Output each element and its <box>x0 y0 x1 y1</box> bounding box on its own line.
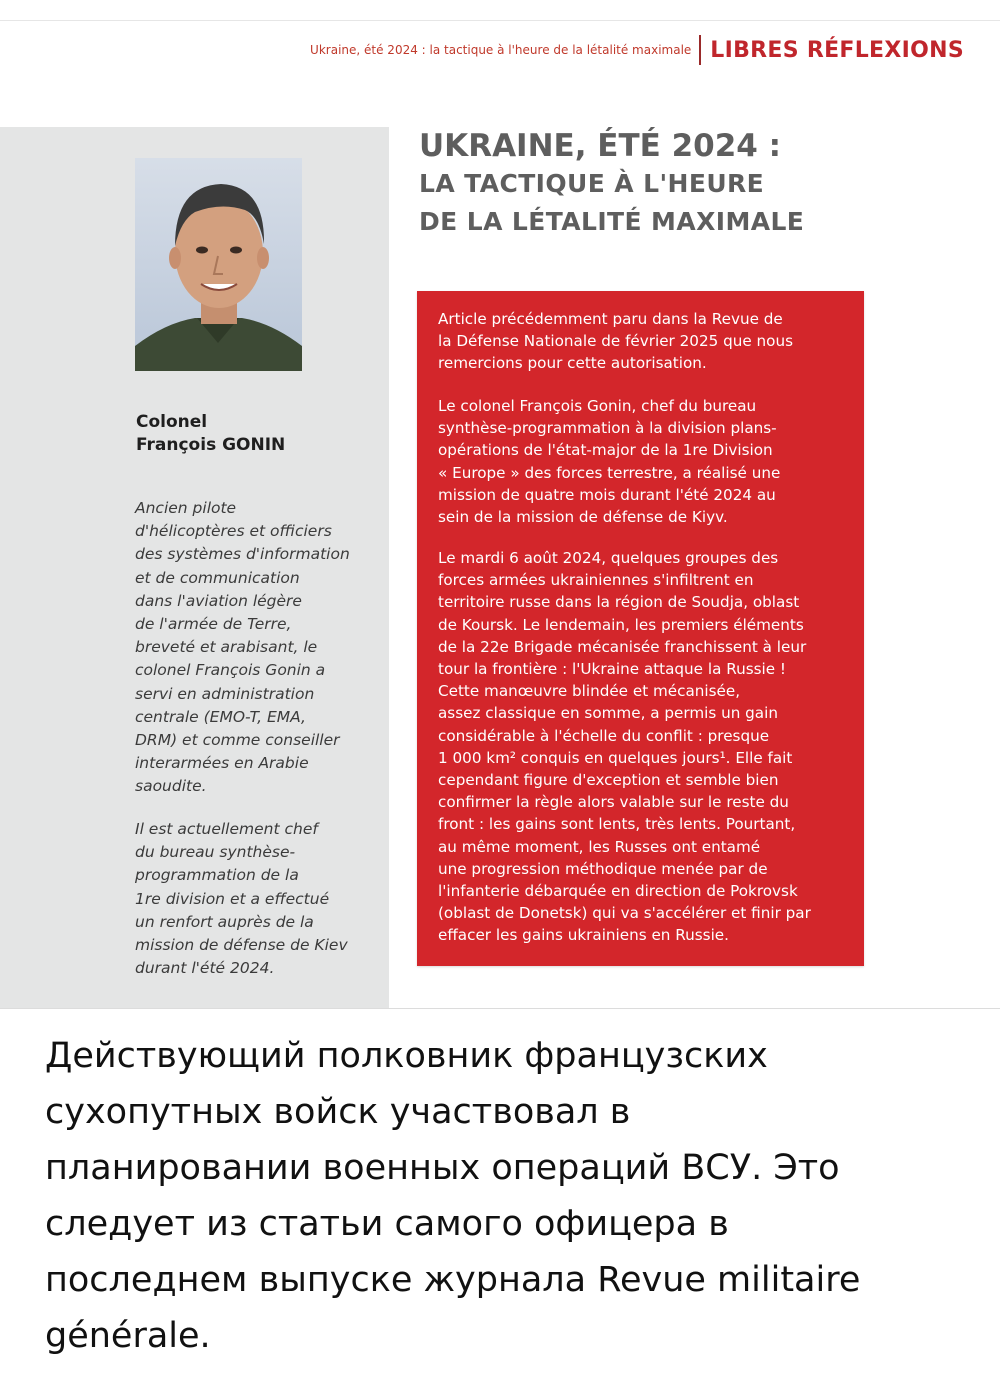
author-presentation-paragraph: Le colonel François Gonin, chef du bureau synthèse-programmation à la division plans- opérations de l'état-major de la 1re Division « Europe » des forces terrestre, a réalisé une mission de quatre mois durant l'été 2024 au sein de la mission de défense de Kiyv. <box>438 397 781 527</box>
article-title-line-1: UKRAINE, ÉTÉ 2024 : <box>419 128 782 164</box>
post-caption: Действующий полковник французских сухопутных войск участвовал в планировании военных операций ВСУ. Это следует из статьи самого офицера в последнем выпуске журнала Revue militaire générale. <box>45 1036 861 1356</box>
author-bio-paragraph-2: Il est actuellement chef du bureau synthèse- programmation de la 1re division et a effectué un renfort auprès de la mission de défense de Kiev durant l'été 2024. <box>135 820 348 978</box>
red-intro-box <box>417 291 864 966</box>
author-portrait <box>135 158 302 371</box>
intro-note-paragraph: Article précédemment paru dans la Revue de la Défense Nationale de février 2025 que nous remercions pour cette autorisation. <box>438 310 793 373</box>
caption-divider <box>0 1008 1000 1009</box>
top-divider <box>0 20 1000 21</box>
header-separator <box>699 35 701 65</box>
author-bio-paragraph-1: Ancien pilote d'hélicoptères et officiers des systèmes d'information et de communication dans l'aviation légère de l'armée de Terre, breveté et arabisant, le colonel François Gonin a servi en administration centrale (EMO-T, EMA, DRM) et comme conseiller interarmées en Arabie saoudite. <box>135 499 350 796</box>
author-name: François GONIN <box>136 435 286 455</box>
article-title-line-2: LA TACTIQUE À L'HEURE <box>419 169 765 198</box>
article-title-line-3: DE LA LÉTALITÉ MAXIMALE <box>419 207 805 236</box>
running-title: Ukraine, été 2024 : la tactique à l'heure de la létalité maximale <box>310 43 692 57</box>
running-header <box>310 33 964 67</box>
article-lead-paragraph: Le mardi 6 août 2024, quelques groupes des forces armées ukrainiennes s'infiltrent en territoire russe dans la région de Soudja, oblast de Koursk. Le lendemain, les premiers éléments de la 22e Brigade mécanisée franchissent à leur tour la frontière : l'Ukraine attaque la Russie ! Cette manœuvre blindée et mécanisée, assez classique en somme, a permis un gain considérable à l'échelle du conflit : presque 1 000 km² conquis en quelques jours¹. Elle fait cependant figure d'exception et semble bien confirmer la règle alors valable sur le reste du front : les gains sont lents, très lents. Pourtant, au même moment, les Russes ont entamé une progression méthodique menée par de l'infanterie débarquée en direction de Pokrovsk (oblast de Donetsk) qui va s'accélérer et finir par effacer les gains ukrainiens en Russie. <box>438 549 811 945</box>
author-rank: Colonel <box>136 412 208 432</box>
section-name: LIBRES RÉFLEXIONS <box>710 37 964 63</box>
portrait-illustration <box>135 158 302 371</box>
article-title <box>419 127 804 241</box>
